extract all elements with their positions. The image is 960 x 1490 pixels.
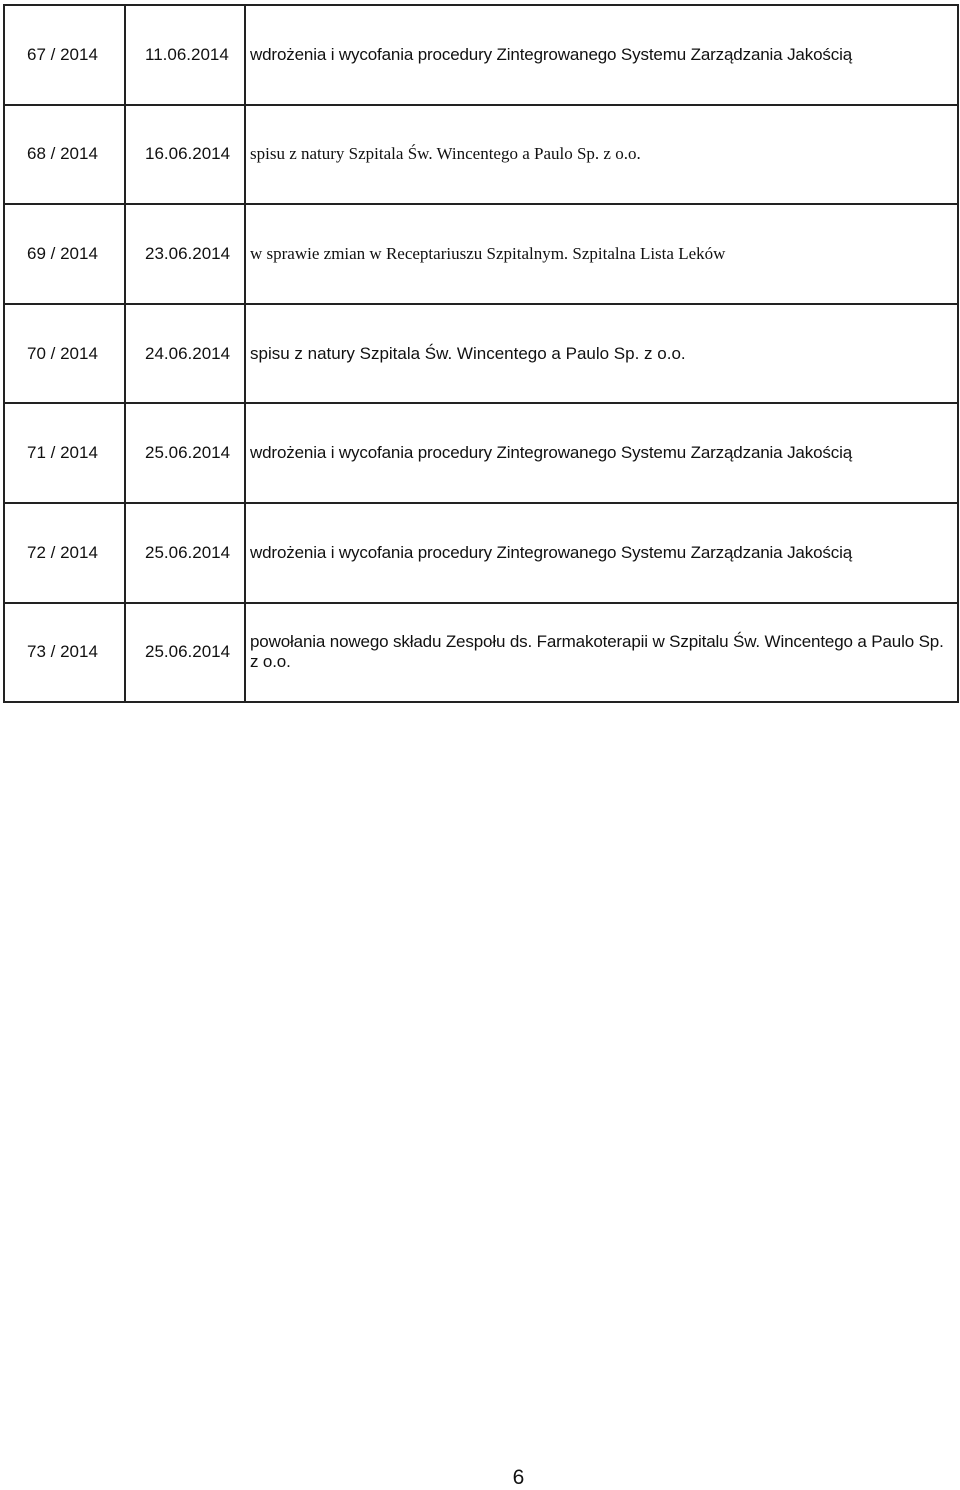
record-date: 16.06.2014 (125, 105, 245, 205)
record-description: spisu z natury Szpitala Św. Wincentego a Paulo Sp. z o.o. (245, 105, 958, 205)
record-description: wdrożenia i wycofania procedury Zintegrowanego Systemu Zarządzania Jakością (245, 503, 958, 603)
record-description: spisu z natury Szpitala Św. Wincentego a Paulo Sp. z o.o. (245, 304, 958, 404)
record-number: 70 / 2014 (4, 304, 125, 404)
record-date: 11.06.2014 (125, 5, 245, 105)
record-number: 67 / 2014 (4, 5, 125, 105)
record-number: 69 / 2014 (4, 204, 125, 304)
page-number: 6 (512, 1466, 525, 1489)
record-description: wdrożenia i wycofania procedury Zintegrowanego Systemu Zarządzania Jakością (245, 5, 958, 105)
record-number: 68 / 2014 (4, 105, 125, 205)
record-date: 25.06.2014 (125, 403, 245, 503)
record-date: 25.06.2014 (125, 503, 245, 603)
record-number: 71 / 2014 (4, 403, 125, 503)
table-row (4, 5, 958, 105)
table-row (4, 204, 958, 304)
records-table (3, 4, 959, 703)
record-date: 23.06.2014 (125, 204, 245, 304)
table-row (4, 105, 958, 205)
record-number: 72 / 2014 (4, 503, 125, 603)
table-row (4, 403, 958, 503)
record-description: powołania nowego składu Zespołu ds. Farmakoterapii w Szpitalu Św. Wincentego a Paulo Sp. z o.o. (245, 603, 958, 703)
record-number: 73 / 2014 (4, 603, 125, 703)
table-row (4, 603, 958, 703)
record-description: w sprawie zmian w Receptariuszu Szpitalnym. Szpitalna Lista Leków (245, 204, 958, 304)
table-row (4, 304, 958, 404)
record-date: 24.06.2014 (125, 304, 245, 404)
table-row (4, 503, 958, 603)
record-description: wdrożenia i wycofania procedury Zintegrowanego Systemu Zarządzania Jakością (245, 403, 958, 503)
record-date: 25.06.2014 (125, 603, 245, 703)
